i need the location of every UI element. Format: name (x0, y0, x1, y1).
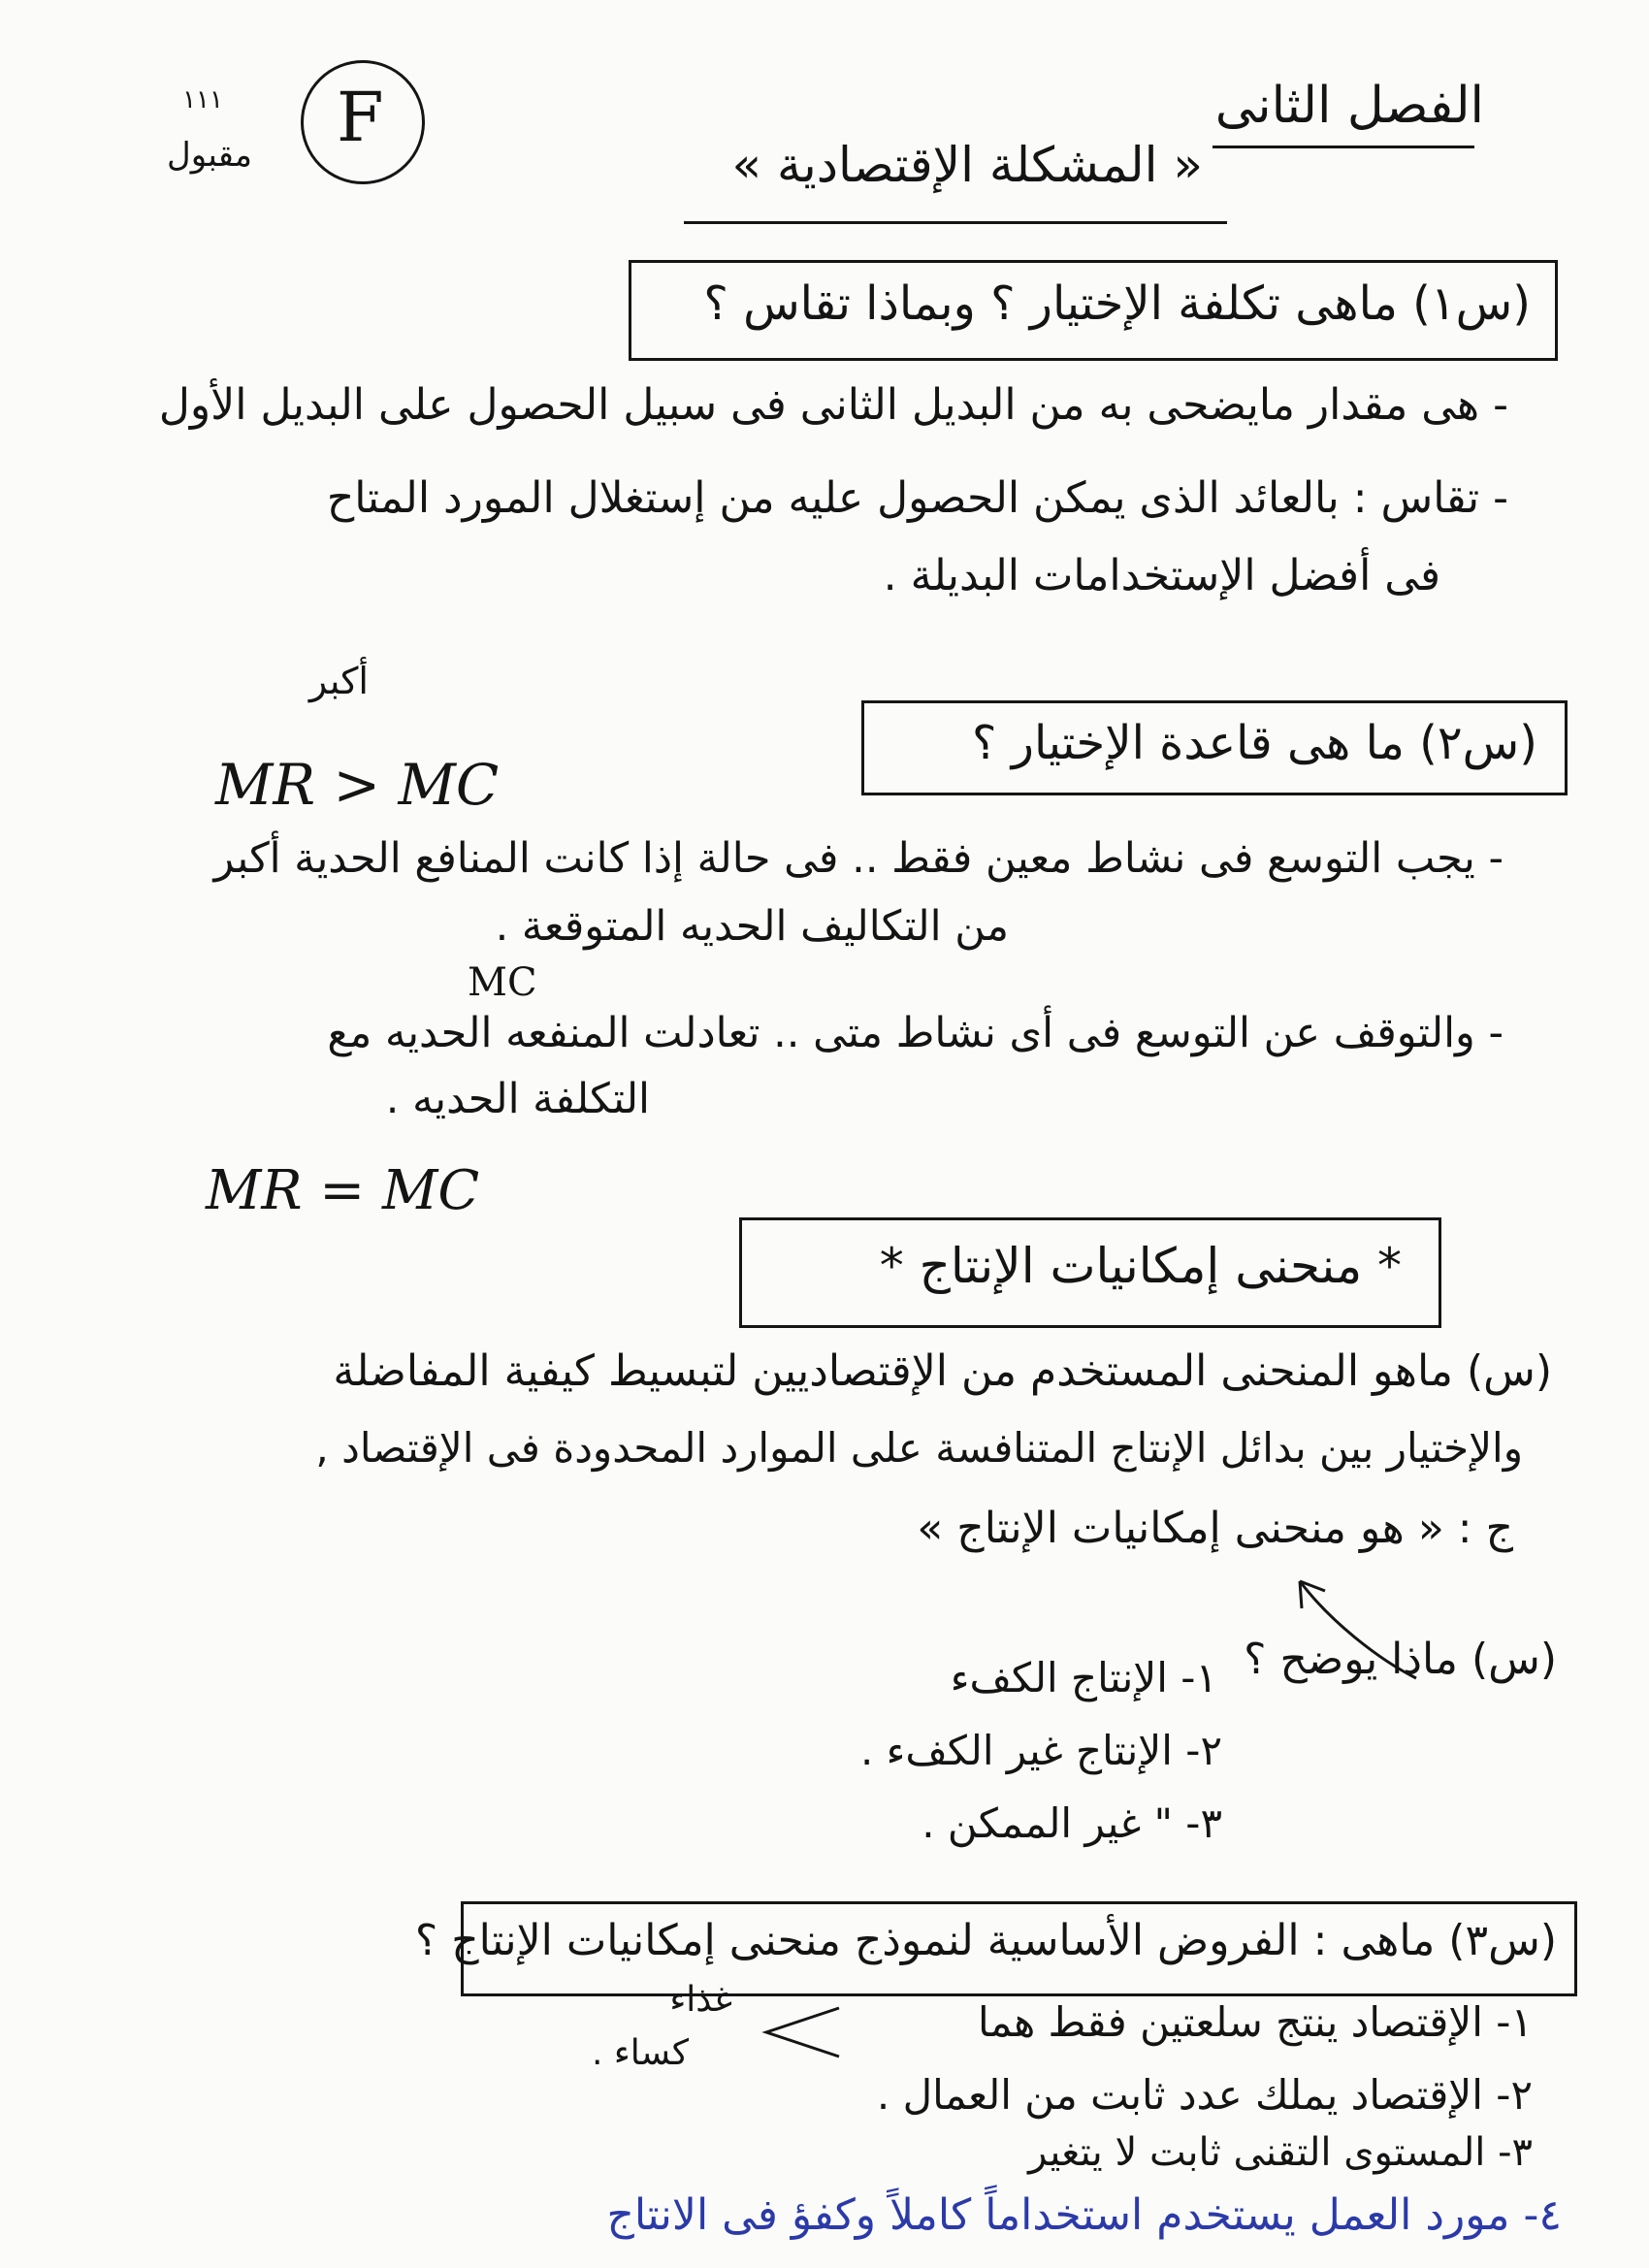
q2-answer-line3: - والتوقف عن التوسع فى أى نشاط متى .. تعادلت المنفعه الحديه مع (327, 1009, 1504, 1057)
formula-mr-gt-mc: MR > MC (215, 752, 500, 818)
q5-item-1-clothing: كساء . (591, 2033, 689, 2073)
q3-question-line1: (س) ماهو المنحنى المستخدم من الإقتصاديين لتبسيط كيفية المفاضلة (333, 1346, 1552, 1396)
q2-answer-line2: من التكاليف الحديه المتوقعة . (495, 902, 1009, 951)
q5-item-4: ٤- مورد العمل يستخدم استخداماً كاملاً وكفؤ فى الانتاج (606, 2190, 1562, 2240)
q3-answer: ج : « هو منحنى إمكانيات الإنتاج » (917, 1504, 1513, 1553)
q2-answer-line4: التكلفة الحديه . (385, 1075, 650, 1123)
page-number: ١١١ (182, 85, 223, 114)
q2-question: (س٢) ما هى قاعدة الإختيار ؟ (972, 716, 1537, 770)
q5-item-3: ٣- المستوى التقنى ثابت لا يتغير (1028, 2130, 1533, 2175)
title-underline (684, 221, 1227, 224)
q1-answer-line2: - تقاس : بالعائد الذى يمكن الحصول عليه من إستغلال المورد المتاح (326, 473, 1508, 523)
q1-answer-line1: - هى مقدار مايضحى به من البديل الثانى فى سبيل الحصول على البديل الأول (158, 380, 1508, 430)
note-mc: MC (468, 960, 537, 1005)
choice-arrow (757, 1998, 844, 2066)
grade-letter: F (337, 78, 384, 157)
q5-item-1-food: غذاء (669, 1980, 732, 2020)
note-bigger: أكبر (308, 660, 369, 702)
grade-note: مقبول (167, 136, 252, 175)
ppc-heading: * منحنى إمكانيات الإنتاج * (879, 1238, 1402, 1294)
chapter-heading: الفصل الثانى (1214, 77, 1484, 135)
q2-answer-line1: - يجب التوسع فى نشاط معين فقط .. فى حالة إذا كانت المنافع الحدية أكبر (213, 834, 1504, 883)
q4-item-2: ٢- الإنتاج غير الكفء . (859, 1727, 1222, 1774)
q3-question-line2: والإختيار بين بدائل الإنتاج المتنافسة على الموارد المحدودة فى الإقتصاد , (315, 1424, 1523, 1472)
q4-item-1: ١- الإنتاج الكفء (950, 1654, 1217, 1701)
q1-question: (س١) ماهى تكلفة الإختيار ؟ وبماذا تقاس ؟ (703, 276, 1531, 331)
chapter-underline (1212, 146, 1474, 148)
q5-question: (س٣) ماهى : الفروض الأساسية لنموذج منحنى إمكانيات الإنتاج ؟ (414, 1916, 1557, 1965)
q4-item-3: ٣- " غير الممكن . (922, 1799, 1222, 1847)
q5-item-1: ١- الإقتصاد ينتج سلعتين فقط هما (977, 1998, 1533, 2046)
q1-answer-line3: فى أفضل الإستخدامات البديلة . (883, 551, 1440, 600)
q5-item-2: ٢- الإقتصاد يملك عدد ثابت من العمال . (876, 2071, 1533, 2119)
lesson-title: « المشكلة الإقتصادية » (731, 137, 1203, 193)
formula-mr-eq-mc: MR = MC (206, 1159, 480, 1222)
q4-question: (س) ماذا يوضح ؟ (1244, 1635, 1557, 1684)
